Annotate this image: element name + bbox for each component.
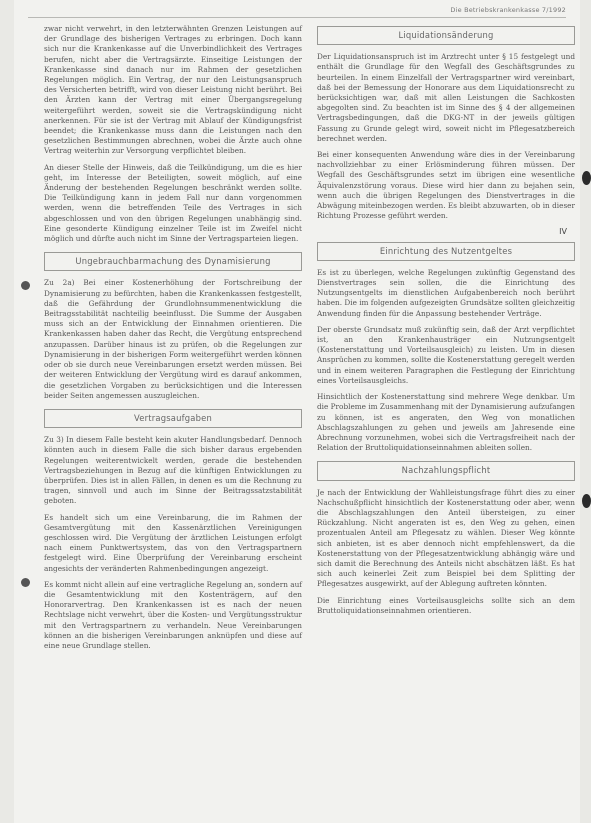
section-heading-box: Liquidationsänderung	[317, 26, 575, 45]
left-column	[44, 24, 302, 657]
paragraph: Hinsichtlich der Kostenerstattung sind mehrere Wege denkbar. Um die Probleme im Zusammenhang mit der Dynamisierung aufzufangen zu können, ist es angeraten, den Weg von monatlichen Abschlagszahlungen zu gehen und jeweils am Jahresende eine Abrechnung vorzunehmen, wobei sich die Vertragsfreiheit nach der Relation der Bruttoliquidationseinnahmen ableiten sollen.	[317, 392, 575, 453]
paragraph: Bei einer konsequenten Anwendung wäre dies in der Vereinbarung nachvollziehbar zu einer Erlösminderung führen müssen. Der Wegfall des Geschäftsgrundes setzt im übrigen eine wesentliche Äquivalenzstörung voraus. Diese wird hier dann zu bejahen sein, wenn auch die übrigen Regelungen des Dienstvertrages in die Abwägung miteinbezogen werden. Es bleibt abzuwarten, ob in dieser Richtung Prozesse geführt werden.	[317, 150, 575, 221]
binder-hole-mark	[21, 281, 30, 290]
section-number: IV	[559, 227, 567, 237]
paragraph: Es kommt nicht allein auf eine vertragliche Regelung an, sondern auf die Gesamtentwicklung mit den Kostenträgern, auf den Honorarvertrag. Den Krankenkassen ist es nach der neuen Rechtslage nicht verwehrt, über die Kosten- und Vergütungsstruktur mit den Vertragspartnern zu verhandeln. Neue Vereinbarungen können an die bisherigen Vereinbarungen anknüpfen und diese auf eine neue Grundlage stellen.	[44, 579, 302, 650]
right-column	[317, 24, 575, 622]
paragraph: Es ist zu überlegen, welche Regelungen zukünftig Gegenstand des Dienstvertrages sein sollen, die die Einrichtung des Nutzungsentgelts im dienstlichen Aufgabenbereich noch berührt haben. Die im folgenden aufgezeigten Grundsätze sollten gleichzeitig Anwendung finden für die Anpassung bestehender Verträge.	[317, 267, 575, 318]
paragraph: An dieser Stelle der Hinweis, daß die Teilkündigung, um die es hier geht, im Interesse der Beteiligten, soweit möglich, auf eine Änderung der bestehenden Regelungen beschränkt werden sollte. Die Teilkündigung kann in jedem Fall nur dann vorgenommen werden, wenn die betreffenden Teile des Vertrages in sich abgeschlossen und von den übrigen Regelungen unabhängig sind. Eine gesonderte Kündigung einzelner Teile ist im Zweifel nicht möglich und dürfte auch nicht im Sinne der Vertragsparteien liegen.	[44, 162, 302, 244]
header-rule	[28, 17, 566, 18]
section-heading-box: Nachzahlungspflicht	[317, 461, 575, 480]
section-heading-box: Einrichtung des Nutzentgeltes	[317, 242, 575, 261]
paragraph: Es handelt sich um eine Vereinbarung, die im Rahmen der Gesamtvergütung mit den Kassenärztlichen Vereinigungen geschlossen wird. Die Vergütung der ärztlichen Leistungen erfolgt nach einem Punktwertsystem, das von den Vertragspartnern festgelegt wird. Eine Überprüfung der Vereinbarung erscheint angesichts der veränderten Rahmenbedingungen angezeigt.	[44, 512, 302, 573]
document-page	[14, 0, 580, 823]
punch-hole-mark	[582, 171, 591, 185]
paragraph: Der Liquidationsanspruch ist im Arztrecht unter § 15 festgelegt und enthält die Grundlage für den Wegfall des Geschäftsgrundes zu beurteilen. In einem Einzelfall der Vertragspartner wird vereinbart, daß bei der Bemessung der Honorare aus dem Liquidationsrecht zu berücksichtigen war, daß mit allen Leistungen die Sachkosten abgegolten sind. Zu beachten ist im Sinne des § 4 der allgemeinen Vertragsbedingungen, daß die DKG-NT in der jeweils gültigen Fassung zu Grunde gelegt wird, soweit nicht im Pflegesatzbereich berechnet werden.	[317, 52, 575, 143]
paragraph: Der oberste Grundsatz muß zukünftig sein, daß der Arzt verpflichtet ist, an den Krankenhausträger ein Nutzungsentgelt (Kostenerstattung und Vorteilsausgleich) zu leisten. Um in diesen Ansprüchen zu kommen, sollte die Kostenerstattung geregelt werden und in einem weiteren Paragraphen die Festlegung der Einrichtung eines Vorteilsausgleichs.	[317, 324, 575, 385]
section-heading-box: Vertragsaufgaben	[44, 409, 302, 428]
running-head: Die Betriebskrankenkasse 7/1992	[450, 6, 566, 14]
paragraph: Die Einrichtung eines Vorteilsausgleichs sollte sich an dem Bruttoliquidationseinnahmen orientieren.	[317, 595, 575, 615]
paragraph: Je nach der Entwicklung der Wahlleistungsfrage führt dies zu einer Nachschußpflicht hinsichtlich der Kostenerstattung oder aber, wenn die Abschlagszahlungen den Anteil übersteigen, zu einer Rückzahlung. Nicht angeraten ist es, den Weg zu gehen, einen prozentualen Anteil am Pflegesatz zu wählen. Dieser Weg könnte sich anbieten, ist es aber dennoch nicht empfehlenswert, da die Kostenerstattung von der Pflegesatzentwicklung abhängig wäre und sich damit die Berechnung des Anteils nicht abschätzen läßt. Es hat sich auch keinerlei Zeit zum Beispiel bei dem Splitting der Pflegesatzes ausgewirkt, auf der Ablegung auftreten könnten.	[317, 487, 575, 589]
paragraph: Zu 3) In diesem Falle besteht kein akuter Handlungsbedarf. Dennoch könnten auch in diesem Falle die sich bisher daraus ergebenden Regelungen weiterentwickelt werden, gerade die bestehenden Vertragsbeziehungen in Bezug auf die künftigen Entwicklungen zu überprüfen. Dies ist in allen Fällen, in denen es um die Rechnung zu tragen, sinnvoll und auch im Sinne der Beitragssatzstabilität geboten.	[44, 435, 302, 506]
section-heading-box: Ungebrauchbarmachung des Dynamisierung	[44, 252, 302, 271]
paragraph: zwar nicht verwehrt, in den letzterwähnten Grenzen Leistungen auf der Grundlage des bisherigen Vertrages zu erbringen. Doch kann sich nur die Krankenkasse auf die Unverbindlichkeit des Vertrages berufen, nicht aber die Vertragsärzte. Einseitige Leistungen der Krankenkasse sind danach nur im Rahmen der gesetzlichen Regelungen möglich. Ein Vertrag, der nur den Leistungsanspruch des Versicherten betrifft, wird von dieser Leistung nicht berührt. Bei den Ärzten kann der Vertrag mit einer Übergangsregelung weitergeführt werden, soweit sie die Vertragskündigung nicht anerkennen. Für sie ist der Vertrag mit Ablauf der Kündigungsfrist beendet; die Krankenkasse muss dann die Leistungen nach den gesetzlichen Bestimmungen abrechnen, wobei die Ärzte auch ohne Vertrag weiterhin zur Versorgung verpflichtet bleiben.	[44, 24, 302, 156]
punch-hole-mark	[582, 494, 591, 508]
binder-hole-mark	[21, 578, 30, 587]
paragraph: Zu 2a) Bei einer Kostenerhöhung der Fortschreibung der Dynamisierung zu befürchten, haben die Krankenkassen festgestellt, daß die Gefährdung der Grundlohnsummenentwicklung die Beitragsstabilität nachteilig beeinflusst. Die Summe der Ausgaben muss sich an der Entwicklung der Einnahmen orientieren. Die Krankenkassen haben daher das Recht, die Vergütung entsprechend anzupassen. Darüber hinaus ist zu prüfen, ob die Regelungen zur Dynamisierung in der bisherigen Form weitergeführt werden können oder ob sie durch neue Vereinbarungen ersetzt werden müssen. Bei der weiteren Entwicklung der Vergütung wird es darauf ankommen, die gesetzlichen Vorgaben zu berücksichtigen und die Interessen beider Seiten angemessen auszugleichen.	[44, 278, 302, 400]
